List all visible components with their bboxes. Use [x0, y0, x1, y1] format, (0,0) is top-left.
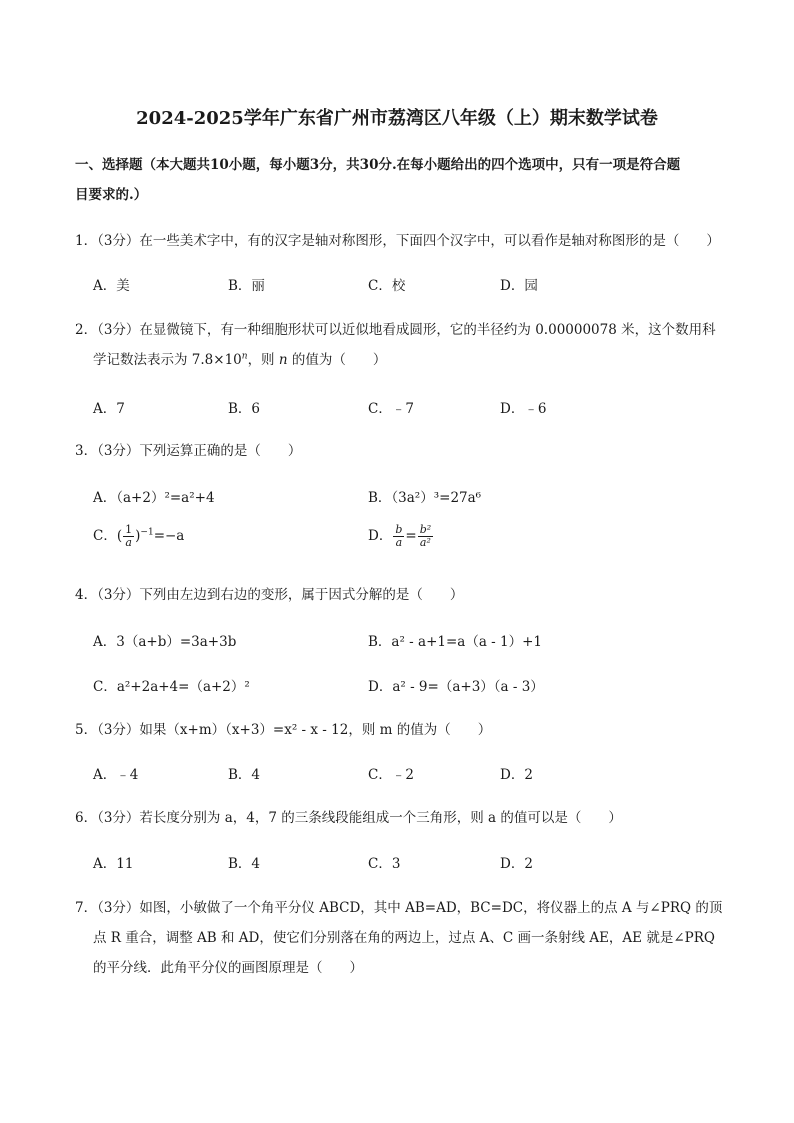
q3-option-d: [368, 524, 434, 549]
question-1-stem: 1．（3分）在一些美术字中，有的汉字是轴对称图形，下面四个汉字中，可以看作是轴对称图形的是（ ）: [75, 233, 720, 249]
q3-d-label: D．: [368, 528, 393, 544]
q5-option-a: A．﹣4: [93, 767, 139, 783]
q3-d-equals: =: [405, 528, 417, 544]
q3-d-num-2: b²: [419, 523, 432, 536]
q1-option-a: A．美: [93, 278, 130, 294]
q7-line-2: 点 R 重合，调整 AB 和 AD，使它们分别落在角的两边上，过点 A、C 画一条射线 AE，AE 就是∠PRQ: [93, 930, 715, 946]
q3-d-num-1: b: [395, 523, 403, 536]
q2-value-of: 的值为（ ）: [287, 352, 387, 368]
q5-option-c: C．﹣2: [368, 767, 414, 783]
q6-option-b: B．4: [228, 856, 261, 872]
q3-option-a: A．（a+2）²=a²+4: [93, 490, 215, 506]
q6-option-c: C．3: [368, 856, 401, 872]
q2-option-a: A．7: [93, 401, 125, 417]
q4-option-b: B．a² - a+1=a（a - 1）+1: [368, 634, 543, 650]
q4-option-d: D．a² - 9=（a+3）（a - 3）: [368, 679, 544, 695]
q1-option-d: D．园: [500, 278, 538, 294]
question-2-stem: [75, 315, 725, 375]
q4-option-a: A．3（a+b）=3a+3b: [93, 634, 237, 650]
q2-exponent: n: [241, 351, 248, 362]
question-5-stem: 5．（3分）如果（x+m）（x+3）=x² - x - 12，则 m 的值为（ ）: [75, 722, 492, 738]
q5-option-b: B．4: [228, 767, 261, 783]
q3-d-fraction-1: [393, 524, 404, 549]
q3-option-c: C．( $\frac{1}{a}$ )$^{-1}$=−a: [93, 523, 185, 549]
q2-option-b: B．6: [228, 401, 261, 417]
q6-option-d: D．2: [500, 856, 533, 872]
q3-d-den-2: a²: [419, 536, 431, 549]
q3-c-result: =−a: [153, 528, 185, 544]
question-6-stem: 6．（3分）若长度分别为 a，4，7 的三条线段能组成一个三角形，则 a 的值可以是（ ）: [75, 810, 622, 826]
question-3-stem: 3．（3分）下列运算正确的是（ ）: [75, 443, 302, 459]
q4-option-c: C．a²+2a+4=（a+2）²: [93, 679, 250, 695]
q3-c-label: C．: [93, 528, 117, 544]
q3-option-b: B．（3a²）³=27a⁶: [368, 490, 482, 506]
q1-option-b: B．丽: [228, 278, 265, 294]
q2-option-d: D．﹣6: [500, 401, 547, 417]
question-7-stem: [75, 893, 725, 983]
section-heading: [75, 150, 725, 210]
q1-option-c: C．校: [368, 278, 406, 294]
q3-c-denominator: a: [125, 536, 132, 549]
q2-option-c: C．﹣7: [368, 401, 414, 417]
q3-d-den-1: a: [395, 536, 403, 549]
q6-option-a: A．11: [93, 856, 134, 872]
q2-then: ，则: [247, 352, 279, 368]
q3-c-exponent: −1: [140, 527, 154, 538]
question-4-stem: 4．（3分）下列由左边到右边的变形，属于因式分解的是（ ）: [75, 587, 464, 603]
q5-option-d: D．2: [500, 767, 533, 783]
q2-line-2: [75, 345, 725, 375]
q2-variable-n: n: [278, 352, 288, 368]
q2-line-1: 2．（3分）在显微镜下，有一种细胞形状可以近似地看成圆形，它的半径约为 0.00000078 米，这个数用科: [75, 322, 716, 338]
exam-title: 2024-2025学年广东省广州市荔湾区八年级（上）期末数学试卷: [136, 108, 658, 129]
q3-c-fraction: [123, 524, 134, 549]
q2-sci-notation: 学记数法表示为 7.8×10: [93, 352, 242, 368]
section-line-2: 目要求的.）: [75, 187, 148, 203]
q7-line-3: 的平分线．此角平分仪的画图原理是（ ）: [93, 960, 363, 976]
q3-d-fraction-2: [418, 524, 433, 549]
q7-line-1: 7．（3分）如图，小敏做了一个角平分仪 ABCD，其中 AB=AD，BC=DC，将仪器上的点 A 与∠PRQ 的顶: [75, 900, 723, 916]
q3-c-numerator: 1: [125, 523, 133, 536]
section-line-1: 一、选择题（本大题共10小题，每小题3分，共30分.在每小题给出的四个选项中，只有一项是符合题: [75, 157, 681, 173]
